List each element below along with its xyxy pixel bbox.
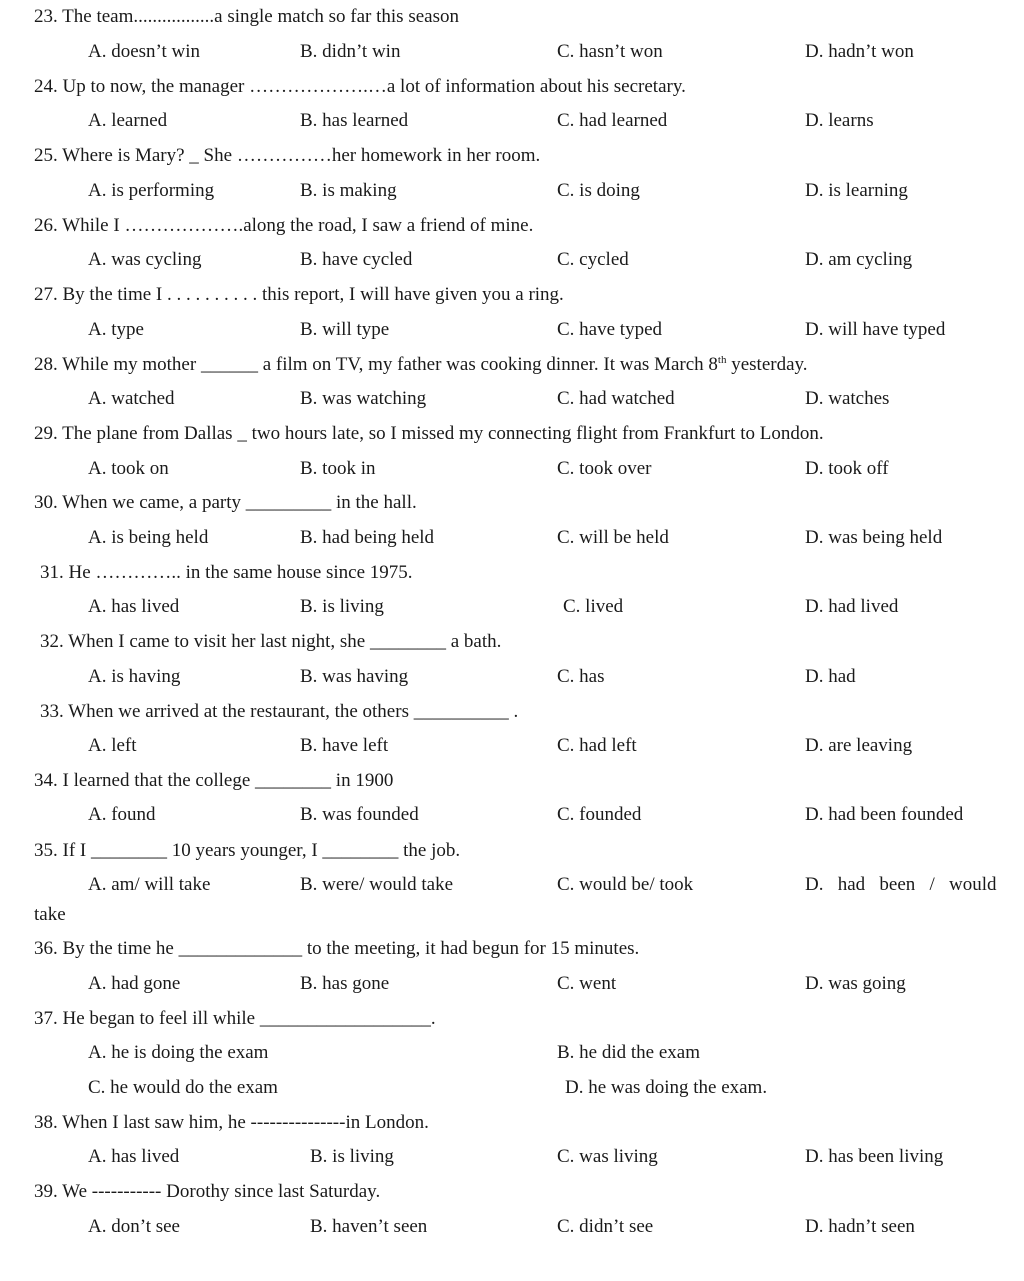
question-stem: 33. When we arrived at the restaurant, the others __________ . [40,701,519,722]
answer-blank: ................. [133,6,215,27]
question-stem: 29. The plane from Dallas _ two hours late, so I missed my connecting flight from Frankfurt to London. [34,423,824,444]
option-d: D. had lived [805,596,899,617]
answer-blank: ………………. [124,215,244,236]
option-c: C. took over [557,458,652,479]
answer-blank: __________________ [259,1008,431,1029]
option-b: B. didn’t win [300,41,401,62]
option-d: D. has been living [805,1146,944,1167]
option-c: C. went [557,973,617,994]
option-b: B. has gone [300,973,390,994]
question-stem: 35. If I ________ 10 years younger, I ________ the job. [34,840,461,861]
option-d: D. am cycling [805,249,913,270]
option-c: C. will be held [557,527,669,548]
option-c: C. had watched [557,388,675,409]
option-a: A. is performing [88,180,215,201]
answer-blank: _ [237,423,247,444]
option-c: C. have typed [557,319,663,340]
answer-blank: ……………….… [249,76,387,97]
answer-blank: ________ [369,631,446,652]
answer-blank: …………… [236,145,332,166]
option-d: D. had been / would [805,874,997,895]
question-stem: 27. By the time I . . . . . . . . . . this report, I will have given you a ring. [34,284,564,305]
option-d: D. had been founded [805,804,964,825]
option-c: C. was living [557,1146,658,1167]
question-stem: 34. I learned that the college ________ in 1900 [34,770,394,791]
answer-blank: _________ [245,492,332,513]
option-c: C. had learned [557,110,668,131]
answer-blank: ________ [255,770,332,791]
option-d: D. watches [805,388,890,409]
option-b: B. is living [300,596,384,617]
question-stem: 38. When I last saw him, he ---------------in London. [34,1112,429,1133]
option-c: C. didn’t see [557,1216,654,1237]
option-a: A. left [88,735,137,756]
option-c: C. lived [563,596,624,617]
option-d: D. had [805,666,856,687]
question-stem: 28. While my mother ______ a film on TV, my father was cooking dinner. It was March 8th yesterday. [34,354,808,375]
answer-blank: ----------- [91,1181,162,1202]
option-d: D. is learning [805,180,908,201]
option-a: A. he is doing the exam [88,1042,269,1063]
option-b: B. was watching [300,388,427,409]
answer-blank: . . . . . . . . . . [166,284,258,305]
option-c: C. would be/ took [557,874,694,895]
option-a: A. found [88,804,156,825]
option-c: C. he would do the exam [88,1077,278,1098]
option-a: A. learned [88,110,168,131]
option-a: A. had gone [88,973,181,994]
option-d: D. he was doing the exam. [565,1077,768,1098]
option-d: D. hadn’t seen [805,1216,915,1237]
answer-blank: ________ [322,840,399,861]
option-a: A. am/ will take [88,874,211,895]
answer-blank: ________ [90,840,167,861]
option-a: A. is having [88,666,181,687]
option-b: B. have cycled [300,249,413,270]
option-d: D. will have typed [805,319,946,340]
question-stem: 36. By the time he _____________ to the meeting, it had begun for 15 minutes. [34,938,640,959]
option-d: D. hadn’t won [805,41,914,62]
option-b: B. were/ would take [300,874,454,895]
question-stem: 39. We ----------- Dorothy since last Saturday. [34,1181,381,1202]
option-a: A. watched [88,388,175,409]
option-b: B. had being held [300,527,435,548]
option-d: D. was going [805,973,906,994]
option-d: D. took off [805,458,889,479]
option-c: C. hasn’t won [557,41,663,62]
question-stem: 24. Up to now, the manager ……………….…a lot of information about his secretary. [34,76,686,97]
option-c: C. has [557,666,605,687]
answer-blank: --------------- [250,1112,346,1133]
option-d: D. was being held [805,527,943,548]
question-stem: 37. He began to feel ill while __________________. [34,1008,436,1029]
question-stem: 25. Where is Mary? _ She ……………her homework in her room. [34,145,541,166]
option-a: A. type [88,319,144,340]
option-c: C. founded [557,804,642,825]
question-stem: 23. The team.................a single match so far this season [34,6,459,27]
option-b: B. will type [300,319,390,340]
option-b: B. has learned [300,110,409,131]
option-b: B. was founded [300,804,419,825]
question-stem: 31. He ………….. in the same house since 1975. [40,562,413,583]
option-d: D. learns [805,110,874,131]
option-c: C. is doing [557,180,640,201]
option-b: B. took in [300,458,376,479]
option-a: A. has lived [88,596,180,617]
question-stem: 30. When we came, a party _________ in the hall. [34,492,417,513]
option-c: C. cycled [557,249,629,270]
question-stem: 32. When I came to visit her last night, she ________ a bath. [40,631,502,652]
option-d-continuation: take [34,904,66,925]
option-a: A. has lived [88,1146,180,1167]
option-a: A. took on [88,458,169,479]
answer-blank: ………….. [95,562,181,583]
option-b: B. was having [300,666,409,687]
answer-blank: _____________ [178,938,303,959]
option-b: B. he did the exam [557,1042,700,1063]
option-b: B. have left [300,735,389,756]
option-d: D. are leaving [805,735,913,756]
answer-blank: ______ [200,354,258,375]
option-b: B. is making [300,180,397,201]
option-a: A. don’t see [88,1216,180,1237]
option-c: C. had left [557,735,637,756]
option-a: A. is being held [88,527,209,548]
option-b: B. haven’t seen [310,1216,428,1237]
answer-blank: __________ [413,701,509,722]
option-a: A. doesn’t win [88,41,201,62]
option-a: A. was cycling [88,249,202,270]
question-stem: 26. While I ……………….along the road, I saw a friend of mine. [34,215,534,236]
option-b: B. is living [310,1146,394,1167]
